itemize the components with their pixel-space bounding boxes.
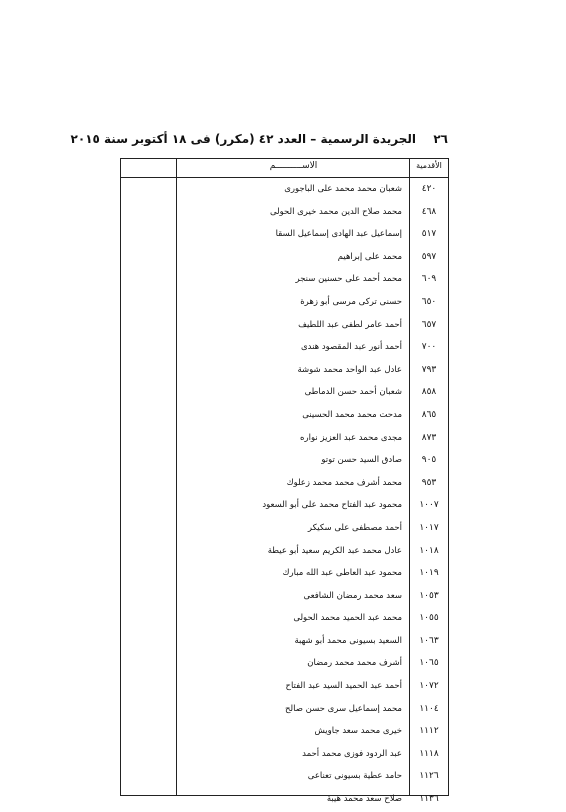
name-cell: عادل عبد الواحد محمد شوشة (297, 364, 402, 375)
name-cell: أحمد عبد الحميد السيد عبد الفتاح (285, 681, 402, 692)
table-row (121, 518, 448, 541)
seniority-cell: ١٠٦٥ (419, 658, 439, 669)
seniority-cell: ١٠١٨ (419, 545, 439, 556)
name-cell: محمد عبد الحميد محمد الحولى (293, 613, 402, 624)
seniority-cell: ١٠٧٢ (419, 681, 439, 692)
name-cell: محمود عبد الفتاح محمد على أبو السعود (262, 500, 402, 511)
name-cell: عادل محمد عبد الكريم سعيد أبو عيطة (267, 545, 402, 556)
table-row (121, 495, 448, 518)
seniority-cell: ٩٥٣ (421, 477, 437, 488)
seniority-cell: ٦٠٩ (421, 274, 437, 285)
table-body (121, 179, 448, 812)
table-row (121, 428, 448, 451)
table-row (121, 405, 448, 428)
name-cell: محمود عبد العاطى عبد الله مبارك (282, 568, 402, 579)
seniority-cell: ٦٥٧ (421, 319, 437, 330)
table-row (121, 247, 448, 270)
page-number: ٢٦ (433, 132, 448, 146)
seniority-cell: ٨٥٨ (421, 387, 437, 398)
seniority-cell: ١١١٨ (419, 748, 439, 759)
seniority-cell: ١١٠٤ (419, 703, 439, 714)
table-row (121, 721, 448, 744)
page-header (70, 132, 450, 150)
seniority-cell: ٧٠٠ (421, 342, 437, 353)
gazette-title: الجريدة الرسمية – العدد ٤٢ (مكرر) فى ١٨ أكتوبر سنة ٢٠١٥ (70, 132, 416, 146)
seniority-cell: ١١٣٦ (419, 794, 439, 805)
name-cell: صلاح سعد محمد هيبة (326, 794, 402, 805)
name-cell: محمد إسماعيل سرى حسن صالح (285, 703, 402, 714)
name-cell: إسماعيل عبد الهادى إسماعيل السقا (275, 229, 402, 240)
name-cell: شعبان محمد محمد على الباجورى (284, 184, 402, 194)
seniority-cell: ١١٢٦ (419, 771, 439, 782)
table-row (121, 382, 448, 405)
name-cell: عبد الردود فوزى محمد أحمد (302, 748, 402, 759)
table-row (121, 337, 448, 360)
table-row (121, 179, 448, 202)
table-row (121, 608, 448, 631)
name-cell: شعبان أحمد حسن الدماطى (304, 387, 402, 398)
seniority-cell: ١١١٢ (419, 726, 439, 737)
table-row (121, 789, 448, 812)
name-cell: حامد عطية بسيونى تعناعى (307, 771, 402, 782)
table-row (121, 292, 448, 315)
seniority-cell: ٨٧٣ (421, 432, 437, 443)
table-row (121, 269, 448, 292)
seniority-cell: ١٠١٩ (419, 568, 439, 579)
seniority-cell: ٥١٧ (421, 229, 437, 240)
name-cell: خيرى محمد سعد جاويش (314, 726, 402, 737)
name-cell: أحمد أنور عبد المقصود هندى (301, 342, 402, 353)
seniority-cell: ١٠٠٧ (419, 500, 439, 511)
header-divider (121, 177, 448, 178)
name-cell: مدحت محمد محمد الحسينى (302, 409, 402, 420)
column-header-name: الاســــــــــم (269, 161, 318, 171)
seniority-cell: ١٠٥٥ (419, 613, 439, 624)
table-row (121, 202, 448, 225)
name-cell: حسنى تركى مرسى أبو زهرة (300, 296, 402, 307)
table-row (121, 224, 448, 247)
name-cell: محمد على إبراهيم (337, 251, 402, 262)
name-cell: محمد صلاح الدين محمد خيرى الحولى (269, 206, 402, 217)
table-row (121, 676, 448, 699)
table-row (121, 541, 448, 564)
name-cell: أحمد عامر لطفى عبد اللطيف (298, 319, 402, 330)
table-row (121, 744, 448, 767)
table-row (121, 473, 448, 496)
name-cell: أحمد مصطفى على سكيكر (307, 522, 402, 533)
seniority-cell: ١٠١٧ (419, 522, 439, 533)
name-cell: سعد محمد رمضان الشافعى (303, 590, 402, 601)
table-row (121, 586, 448, 609)
name-cell: محمد أشرف محمد محمد زعلوك (286, 477, 402, 488)
name-cell: محمد أحمد على حسنين سنجر (295, 274, 402, 285)
table-row (121, 360, 448, 383)
table-row (121, 699, 448, 722)
table-row (121, 315, 448, 338)
seniority-cell: ٨٦٥ (421, 409, 437, 420)
names-table (120, 158, 449, 805)
table-row (121, 653, 448, 676)
table-row (121, 450, 448, 473)
name-cell: صادق السيد حسن توتو (321, 455, 402, 466)
seniority-cell: ٤٢٠ (421, 184, 437, 194)
seniority-cell: ٩٠٥ (421, 455, 437, 466)
seniority-cell: ٤٦٨ (421, 206, 437, 217)
seniority-cell: ٦٥٠ (421, 296, 437, 307)
name-cell: السعيد بسيونى محمد أبو شهبة (294, 635, 402, 646)
name-cell: مجدى محمد عبد العزيز نواره (300, 432, 402, 443)
seniority-cell: ١٠٦٣ (419, 635, 439, 646)
seniority-cell: ١٠٥٣ (419, 590, 439, 601)
seniority-cell: ٥٩٧ (421, 251, 437, 262)
table-row (121, 563, 448, 586)
name-cell: أشرف محمد محمد رمضان (307, 658, 402, 669)
seniority-cell: ٧٩٣ (421, 364, 437, 375)
table-row (121, 631, 448, 654)
table-row (121, 766, 448, 789)
column-header-seniority: الأقدمية (416, 161, 442, 170)
